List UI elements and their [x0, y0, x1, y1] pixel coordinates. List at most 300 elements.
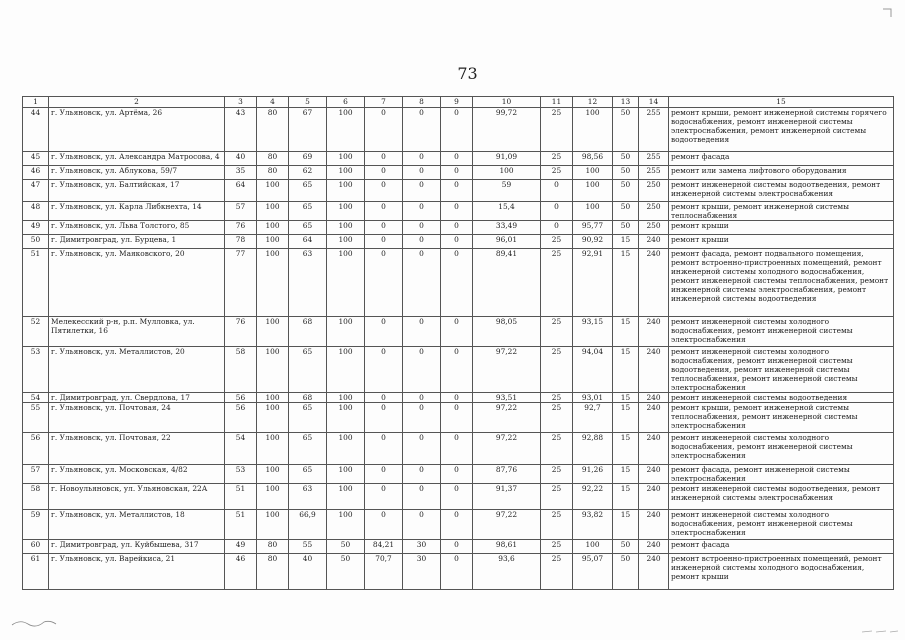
value-cell: 89,41	[473, 249, 541, 317]
value-cell: 100	[327, 393, 365, 403]
value-cell: 100	[257, 180, 289, 202]
column-header: 14	[639, 97, 669, 108]
value-cell: 96,01	[473, 235, 541, 249]
address-cell: г. Ульяновск, ул. Почтовая, 24	[49, 403, 225, 433]
value-cell: 77	[225, 249, 257, 317]
value-cell: 0	[365, 202, 403, 221]
address-cell: Мелекесский р-н, р.п. Мулловка, ул. Пятилетки, 16	[49, 317, 225, 347]
value-cell: 100	[573, 166, 613, 180]
value-cell: 97,22	[473, 403, 541, 433]
value-cell: 70,7	[365, 554, 403, 590]
value-cell: 15	[613, 465, 639, 484]
table-body	[23, 108, 894, 590]
value-cell: 0	[365, 221, 403, 235]
column-header: 1	[23, 97, 49, 108]
value-cell: 100	[327, 202, 365, 221]
value-cell: 25	[541, 510, 573, 540]
address-cell: г. Ульяновск, ул. Балтийская, 17	[49, 180, 225, 202]
value-cell: 0	[403, 317, 441, 347]
value-cell: 100	[257, 465, 289, 484]
value-cell: 0	[441, 347, 473, 393]
value-cell: 100	[327, 347, 365, 393]
table-row	[23, 249, 894, 317]
value-cell: 15	[613, 317, 639, 347]
value-cell: 25	[541, 235, 573, 249]
works-cell: ремонт инженерной системы холодного водоснабжения, ремонт инженерной системы электроснабжения	[669, 317, 894, 347]
value-cell: 0	[441, 465, 473, 484]
header-row	[23, 97, 894, 108]
value-cell: 25	[541, 403, 573, 433]
value-cell: 59	[473, 180, 541, 202]
address-cell: г. Димитровград, ул. Бурцева, 1	[49, 235, 225, 249]
value-cell: 0	[365, 484, 403, 510]
value-cell: 65	[289, 465, 327, 484]
value-cell: 50	[613, 108, 639, 152]
value-cell: 99,72	[473, 108, 541, 152]
table-row	[23, 484, 894, 510]
column-header: 8	[403, 97, 441, 108]
works-cell: ремонт фасада	[669, 152, 894, 166]
works-cell: ремонт крыши, ремонт инженерной системы горячего водоснабжения, ремонт инженерной системы электроснабжения, ремонт инженерной системы водоотведения	[669, 108, 894, 152]
value-cell: 50	[613, 180, 639, 202]
works-cell: ремонт инженерной системы холодного водоснабжения, ремонт инженерной системы водоотведения, ремонт инженерной системы теплоснабжения, ремонт инженерной системы электроснабжения	[669, 347, 894, 393]
value-cell: 0	[365, 166, 403, 180]
value-cell: 40	[225, 152, 257, 166]
table-row	[23, 317, 894, 347]
value-cell: 95,07	[573, 554, 613, 590]
value-cell: 100	[327, 510, 365, 540]
value-cell: 50	[613, 202, 639, 221]
works-cell: ремонт инженерной системы водоотведения, ремонт инженерной системы электроснабжения	[669, 484, 894, 510]
works-cell: ремонт крыши, ремонт инженерной системы теплоснабжения	[669, 202, 894, 221]
value-cell: 50	[23, 235, 49, 249]
value-cell: 90,92	[573, 235, 613, 249]
value-cell: 65	[289, 433, 327, 465]
value-cell: 0	[403, 510, 441, 540]
value-cell: 50	[327, 540, 365, 554]
table-row	[23, 433, 894, 465]
value-cell: 46	[225, 554, 257, 590]
value-cell: 94,04	[573, 347, 613, 393]
address-cell: г. Ульяновск, ул. Металлистов, 18	[49, 510, 225, 540]
value-cell: 65	[289, 347, 327, 393]
value-cell: 52	[23, 317, 49, 347]
value-cell: 56	[225, 393, 257, 403]
value-cell: 25	[541, 393, 573, 403]
value-cell: 49	[23, 221, 49, 235]
value-cell: 0	[441, 166, 473, 180]
value-cell: 0	[403, 433, 441, 465]
value-cell: 250	[639, 180, 669, 202]
value-cell: 57	[225, 202, 257, 221]
value-cell: 0	[365, 152, 403, 166]
value-cell: 0	[541, 202, 573, 221]
value-cell: 43	[225, 108, 257, 152]
value-cell: 57	[23, 465, 49, 484]
works-cell: ремонт крыши, ремонт инженерной системы теплоснабжения, ремонт инженерной системы электроснабжения	[669, 403, 894, 433]
column-header: 4	[257, 97, 289, 108]
address-cell: г. Ульяновск, ул. Маяковского, 20	[49, 249, 225, 317]
value-cell: 92,88	[573, 433, 613, 465]
value-cell: 65	[289, 202, 327, 221]
column-header: 13	[613, 97, 639, 108]
column-header: 10	[473, 97, 541, 108]
value-cell: 15	[613, 393, 639, 403]
column-header: 7	[365, 97, 403, 108]
table-row	[23, 221, 894, 235]
value-cell: 240	[639, 393, 669, 403]
value-cell: 51	[225, 510, 257, 540]
value-cell: 100	[327, 433, 365, 465]
value-cell: 53	[23, 347, 49, 393]
value-cell: 0	[403, 166, 441, 180]
value-cell: 0	[441, 317, 473, 347]
value-cell: 25	[541, 540, 573, 554]
value-cell: 54	[225, 433, 257, 465]
value-cell: 15	[613, 235, 639, 249]
value-cell: 69	[289, 152, 327, 166]
value-cell: 98,61	[473, 540, 541, 554]
value-cell: 0	[403, 347, 441, 393]
value-cell: 0	[403, 484, 441, 510]
value-cell: 0	[403, 108, 441, 152]
value-cell: 0	[403, 202, 441, 221]
value-cell: 68	[289, 393, 327, 403]
value-cell: 0	[403, 235, 441, 249]
value-cell: 0	[403, 152, 441, 166]
value-cell: 0	[365, 393, 403, 403]
value-cell: 250	[639, 221, 669, 235]
value-cell: 30	[403, 554, 441, 590]
value-cell: 0	[365, 180, 403, 202]
value-cell: 100	[257, 403, 289, 433]
value-cell: 47	[23, 180, 49, 202]
value-cell: 0	[441, 108, 473, 152]
scan-mark	[860, 626, 900, 636]
value-cell: 0	[403, 403, 441, 433]
value-cell: 40	[289, 554, 327, 590]
value-cell: 25	[541, 347, 573, 393]
value-cell: 91,26	[573, 465, 613, 484]
value-cell: 84,21	[365, 540, 403, 554]
value-cell: 33,49	[473, 221, 541, 235]
value-cell: 240	[639, 403, 669, 433]
value-cell: 100	[257, 510, 289, 540]
value-cell: 58	[225, 347, 257, 393]
value-cell: 0	[541, 221, 573, 235]
value-cell: 100	[327, 403, 365, 433]
value-cell: 97,22	[473, 510, 541, 540]
value-cell: 0	[403, 393, 441, 403]
value-cell: 0	[365, 465, 403, 484]
works-cell: ремонт фасада, ремонт подвального помещения, ремонт встроенно-пристроенных помещений, ремонт инженерной системы холодного водоснабжения, ремонт инженерной системы теплоснабжения, ремонт инженерной системы электроснабжения, ремонт инженерной системы водоотведения	[669, 249, 894, 317]
value-cell: 48	[23, 202, 49, 221]
value-cell: 240	[639, 465, 669, 484]
value-cell: 100	[257, 347, 289, 393]
value-cell: 100	[257, 433, 289, 465]
value-cell: 80	[257, 540, 289, 554]
value-cell: 0	[441, 393, 473, 403]
value-cell: 98,05	[473, 317, 541, 347]
value-cell: 15	[613, 347, 639, 393]
value-cell: 15	[613, 484, 639, 510]
value-cell: 93,82	[573, 510, 613, 540]
works-cell: ремонт инженерной системы водоотведения, ремонт инженерной системы электроснабжения	[669, 180, 894, 202]
value-cell: 30	[403, 540, 441, 554]
value-cell: 92,91	[573, 249, 613, 317]
table-row	[23, 510, 894, 540]
address-cell: г. Ульяновск, ул. Льва Толстого, 85	[49, 221, 225, 235]
table-row	[23, 393, 894, 403]
value-cell: 0	[441, 249, 473, 317]
value-cell: 65	[289, 403, 327, 433]
table-row	[23, 403, 894, 433]
value-cell: 50	[327, 554, 365, 590]
register-table	[22, 96, 894, 590]
works-cell: ремонт крыши	[669, 235, 894, 249]
value-cell: 92,7	[573, 403, 613, 433]
works-cell: ремонт инженерной системы водоотведения	[669, 393, 894, 403]
works-cell: ремонт или замена лифтового оборудования	[669, 166, 894, 180]
value-cell: 250	[639, 202, 669, 221]
value-cell: 240	[639, 484, 669, 510]
table-row	[23, 152, 894, 166]
value-cell: 0	[365, 433, 403, 465]
value-cell: 0	[441, 202, 473, 221]
value-cell: 240	[639, 540, 669, 554]
value-cell: 66,9	[289, 510, 327, 540]
value-cell: 240	[639, 317, 669, 347]
column-header: 15	[669, 97, 894, 108]
value-cell: 25	[541, 152, 573, 166]
value-cell: 240	[639, 554, 669, 590]
value-cell: 0	[441, 180, 473, 202]
value-cell: 25	[541, 166, 573, 180]
value-cell: 0	[441, 235, 473, 249]
value-cell: 240	[639, 249, 669, 317]
value-cell: 0	[403, 465, 441, 484]
column-header: 9	[441, 97, 473, 108]
value-cell: 240	[639, 235, 669, 249]
value-cell: 25	[541, 108, 573, 152]
value-cell: 0	[365, 249, 403, 317]
value-cell: 49	[225, 540, 257, 554]
value-cell: 240	[639, 433, 669, 465]
value-cell: 100	[327, 317, 365, 347]
address-cell: г. Ульяновск, ул. Артёма, 26	[49, 108, 225, 152]
value-cell: 80	[257, 108, 289, 152]
value-cell: 91,37	[473, 484, 541, 510]
column-header: 11	[541, 97, 573, 108]
value-cell: 80	[257, 166, 289, 180]
value-cell: 255	[639, 152, 669, 166]
address-cell: г. Ульяновск, ул. Московская, 4/82	[49, 465, 225, 484]
value-cell: 53	[225, 465, 257, 484]
value-cell: 65	[289, 180, 327, 202]
value-cell: 76	[225, 317, 257, 347]
value-cell: 100	[573, 540, 613, 554]
value-cell: 25	[541, 249, 573, 317]
value-cell: 100	[327, 235, 365, 249]
value-cell: 15	[613, 433, 639, 465]
table-row	[23, 235, 894, 249]
value-cell: 15	[613, 249, 639, 317]
value-cell: 25	[541, 433, 573, 465]
address-cell: г. Димитровград, ул. Куйбышева, 317	[49, 540, 225, 554]
value-cell: 0	[365, 510, 403, 540]
value-cell: 51	[23, 249, 49, 317]
address-cell: г. Ульяновск, ул. Александра Матросова, 4	[49, 152, 225, 166]
works-cell: ремонт инженерной системы холодного водоснабжения, ремонт инженерной системы электроснабжения	[669, 433, 894, 465]
value-cell: 0	[365, 108, 403, 152]
value-cell: 240	[639, 347, 669, 393]
value-cell: 54	[23, 393, 49, 403]
value-cell: 91,09	[473, 152, 541, 166]
table-row	[23, 347, 894, 393]
address-cell: г. Новоульяновск, ул. Ульяновская, 22А	[49, 484, 225, 510]
value-cell: 0	[403, 249, 441, 317]
works-cell: ремонт фасада, ремонт инженерной системы электроснабжения	[669, 465, 894, 484]
value-cell: 255	[639, 166, 669, 180]
pen-mark	[10, 615, 60, 629]
value-cell: 25	[541, 554, 573, 590]
value-cell: 100	[257, 249, 289, 317]
value-cell: 0	[441, 221, 473, 235]
value-cell: 67	[289, 108, 327, 152]
table-row	[23, 465, 894, 484]
value-cell: 50	[613, 166, 639, 180]
value-cell: 100	[573, 108, 613, 152]
address-cell: г. Ульяновск, ул. Металлистов, 20	[49, 347, 225, 393]
value-cell: 100	[327, 152, 365, 166]
value-cell: 100	[257, 235, 289, 249]
value-cell: 93,15	[573, 317, 613, 347]
column-header: 5	[289, 97, 327, 108]
works-cell: ремонт инженерной системы холодного водоснабжения, ремонт инженерной системы электроснабжения	[669, 510, 894, 540]
value-cell: 50	[613, 540, 639, 554]
value-cell: 0	[441, 433, 473, 465]
value-cell: 35	[225, 166, 257, 180]
value-cell: 0	[441, 540, 473, 554]
value-cell: 0	[365, 403, 403, 433]
value-cell: 0	[441, 510, 473, 540]
table-row	[23, 180, 894, 202]
value-cell: 15	[613, 403, 639, 433]
value-cell: 55	[23, 403, 49, 433]
value-cell: 0	[365, 347, 403, 393]
value-cell: 63	[289, 249, 327, 317]
value-cell: 100	[327, 465, 365, 484]
value-cell: 0	[441, 403, 473, 433]
value-cell: 100	[327, 484, 365, 510]
table-row	[23, 108, 894, 152]
works-cell: ремонт встроенно-пристроенных помещений, ремонт инженерной системы холодного водоснабжения, ремонт крыши	[669, 554, 894, 590]
value-cell: 98,56	[573, 152, 613, 166]
value-cell: 68	[289, 317, 327, 347]
value-cell: 100	[473, 166, 541, 180]
table-row	[23, 540, 894, 554]
table-row	[23, 166, 894, 180]
value-cell: 65	[289, 221, 327, 235]
value-cell: 100	[327, 180, 365, 202]
value-cell: 50	[613, 554, 639, 590]
value-cell: 100	[573, 202, 613, 221]
value-cell: 100	[257, 484, 289, 510]
value-cell: 0	[403, 180, 441, 202]
value-cell: 0	[403, 221, 441, 235]
value-cell: 56	[225, 403, 257, 433]
value-cell: 100	[257, 393, 289, 403]
value-cell: 61	[23, 554, 49, 590]
value-cell: 51	[225, 484, 257, 510]
address-cell: г. Димитровград, ул. Свердлова, 17	[49, 393, 225, 403]
address-cell: г. Ульяновск, ул. Варейкиса, 21	[49, 554, 225, 590]
works-cell: ремонт крыши	[669, 221, 894, 235]
value-cell: 59	[23, 510, 49, 540]
address-cell: г. Ульяновск, ул. Почтовая, 22	[49, 433, 225, 465]
value-cell: 78	[225, 235, 257, 249]
column-header: 2	[49, 97, 225, 108]
column-header: 3	[225, 97, 257, 108]
value-cell: 100	[327, 221, 365, 235]
value-cell: 0	[541, 180, 573, 202]
value-cell: 62	[289, 166, 327, 180]
value-cell: 100	[327, 166, 365, 180]
address-cell: г. Ульяновск, ул. Карла Либкнехта, 14	[49, 202, 225, 221]
value-cell: 255	[639, 108, 669, 152]
value-cell: 95,77	[573, 221, 613, 235]
value-cell: 15	[613, 510, 639, 540]
value-cell: 100	[257, 221, 289, 235]
value-cell: 0	[441, 554, 473, 590]
value-cell: 50	[613, 221, 639, 235]
value-cell: 46	[23, 166, 49, 180]
value-cell: 76	[225, 221, 257, 235]
value-cell: 93,6	[473, 554, 541, 590]
value-cell: 50	[613, 152, 639, 166]
works-cell: ремонт фасада	[669, 540, 894, 554]
value-cell: 44	[23, 108, 49, 152]
value-cell: 64	[225, 180, 257, 202]
value-cell: 100	[257, 317, 289, 347]
address-cell: г. Ульяновск, ул. Аблукова, 59/7	[49, 166, 225, 180]
page-number: 73	[457, 64, 478, 83]
value-cell: 240	[639, 510, 669, 540]
column-header: 12	[573, 97, 613, 108]
value-cell: 25	[541, 465, 573, 484]
value-cell: 25	[541, 317, 573, 347]
corner-mark	[880, 6, 894, 20]
value-cell: 15,4	[473, 202, 541, 221]
table-row	[23, 202, 894, 221]
value-cell: 0	[365, 235, 403, 249]
value-cell: 55	[289, 540, 327, 554]
value-cell: 60	[23, 540, 49, 554]
value-cell: 93,01	[573, 393, 613, 403]
value-cell: 93,51	[473, 393, 541, 403]
value-cell: 80	[257, 554, 289, 590]
value-cell: 25	[541, 484, 573, 510]
value-cell: 0	[441, 484, 473, 510]
value-cell: 100	[257, 202, 289, 221]
value-cell: 87,76	[473, 465, 541, 484]
value-cell: 58	[23, 484, 49, 510]
value-cell: 63	[289, 484, 327, 510]
table-row	[23, 554, 894, 590]
value-cell: 100	[327, 108, 365, 152]
value-cell: 100	[573, 180, 613, 202]
column-header: 6	[327, 97, 365, 108]
